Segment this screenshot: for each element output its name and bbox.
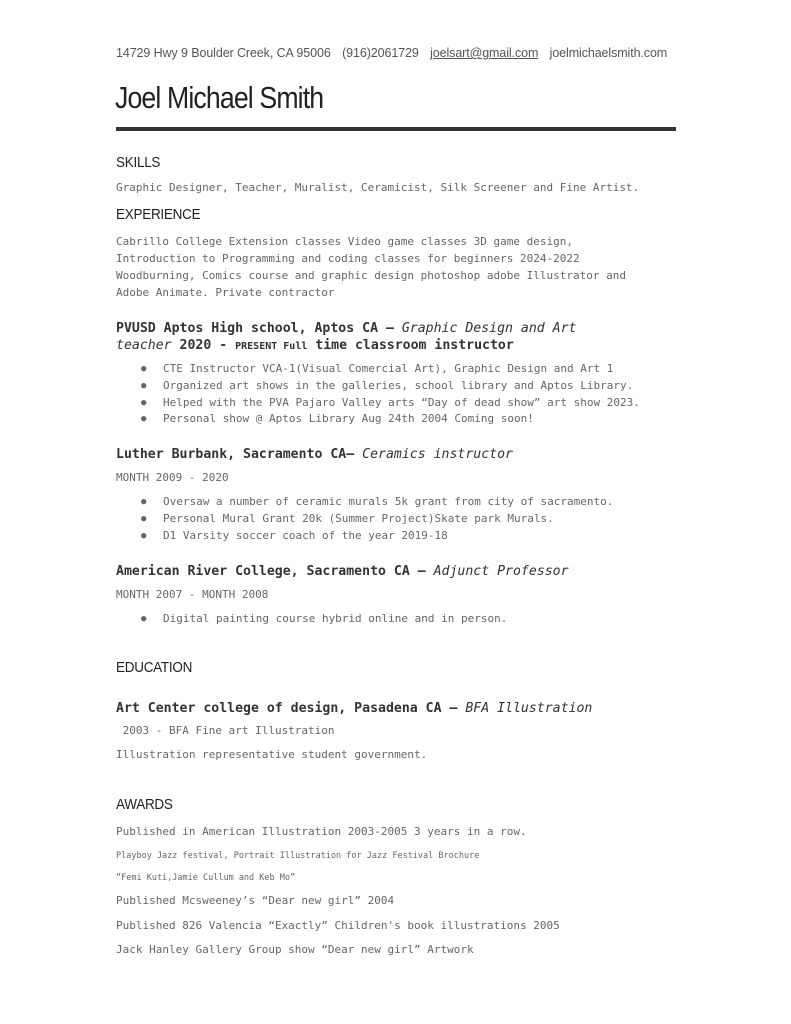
- job-years: 2020 -: [171, 338, 236, 353]
- job-present: PRESENT Full: [235, 341, 308, 352]
- contact-email-link[interactable]: joelsart@gmail.com: [430, 46, 539, 60]
- job-role: Ceramics instructor: [362, 447, 513, 462]
- skills-text: Graphic Designer, Teacher, Muralist, Ceramicist, Silk Screener and Fine Artist.: [116, 181, 640, 194]
- job-org: American River College, Sacramento CA —: [116, 564, 434, 579]
- experience-intro-line: Woodburning, Comics course and graphic design photoshop adobe Illustrator and: [116, 269, 626, 282]
- awards-heading: AWARDS: [116, 796, 173, 813]
- school-name: Art Center college of design, Pasadena CA —: [116, 701, 466, 716]
- list-item: ● Oversaw a number of ceramic murals 5k grant from city of sacramento.: [116, 494, 613, 511]
- contact-phone: (916)2061729: [342, 46, 419, 60]
- award-item: Published 826 Valencia “Exactly” Children's book illustrations 2005: [116, 919, 560, 932]
- job-bullets-pvusd: [116, 361, 640, 428]
- job-bullets-american-river: [116, 611, 507, 628]
- award-item: “Femi Kuti,Jamie Cullum and Keb Mo”: [116, 873, 296, 883]
- job-dates: MONTH 2009 - 2020: [116, 471, 229, 484]
- award-item: Playboy Jazz festival, Portrait Illustration for Jazz Festival Brochure: [116, 851, 480, 861]
- job-title-pvusd-cont: [116, 337, 514, 355]
- experience-intro-line: Cabrillo College Extension classes Video game classes 3D game design,: [116, 235, 573, 248]
- job-org: Luther Burbank, Sacramento CA—: [116, 447, 363, 462]
- job-role: Graphic Design and Art: [401, 321, 577, 336]
- job-role-rest: time classroom instructor: [307, 338, 514, 353]
- job-title-pvusd: [116, 320, 577, 337]
- contact-website: joelmichaelsmith.com: [549, 46, 668, 60]
- degree: BFA Illustration: [465, 701, 593, 716]
- experience-intro-line: Introduction to Programming and coding classes for beginners 2024-2022: [116, 252, 580, 265]
- title-divider: [116, 127, 676, 131]
- education-school: [116, 700, 592, 717]
- list-item: ● Helped with the PVA Pajaro Valley arts “Day of dead show” art show 2023.: [116, 395, 640, 412]
- award-item: Published Mcsweeney’s “Dear new girl” 2004: [116, 894, 395, 907]
- contact-address: 14729 Hwy 9 Boulder Creek, CA 95006: [116, 46, 331, 60]
- education-note: Illustration representative student government.: [116, 748, 428, 761]
- page-title: Joel Michael Smith: [115, 80, 324, 115]
- education-dates: 2003 - BFA Fine art Illustration: [116, 724, 335, 737]
- job-org: PVUSD Aptos High school, Aptos CA —: [116, 321, 402, 336]
- job-title-american-river: [116, 563, 569, 580]
- list-item: ● Personal show @ Aptos Library Aug 24th 2004 Coming soon!: [116, 411, 640, 428]
- contact-line: [116, 46, 675, 60]
- skills-heading: SKILLS: [116, 154, 161, 171]
- job-role: teacher: [116, 338, 172, 353]
- award-item: Jack Hanley Gallery Group show “Dear new girl” Artwork: [116, 943, 474, 956]
- list-item: ● Digital painting course hybrid online and in person.: [116, 611, 507, 628]
- list-item: ● D1 Varsity soccer coach of the year 2019-18: [116, 528, 613, 545]
- list-item: ● Organized art shows in the galleries, school library and Aptos Library.: [116, 378, 640, 395]
- award-item: Published in American Illustration 2003-2005 3 years in a row.: [116, 825, 527, 838]
- education-heading: EDUCATION: [116, 659, 193, 676]
- experience-heading: EXPERIENCE: [116, 206, 201, 223]
- list-item: ● CTE Instructor VCA-1(Visual Comercial Art), Graphic Design and Art 1: [116, 361, 640, 378]
- list-item: ● Personal Mural Grant 20k (Summer Project)Skate park Murals.: [116, 511, 613, 528]
- job-role: Adjunct Professor: [433, 564, 569, 579]
- job-title-luther-burbank: [116, 446, 513, 463]
- experience-intro-line: Adobe Animate. Private contractor: [116, 286, 335, 299]
- job-dates: MONTH 2007 - MONTH 2008: [116, 588, 269, 601]
- job-bullets-luther-burbank: [116, 494, 613, 544]
